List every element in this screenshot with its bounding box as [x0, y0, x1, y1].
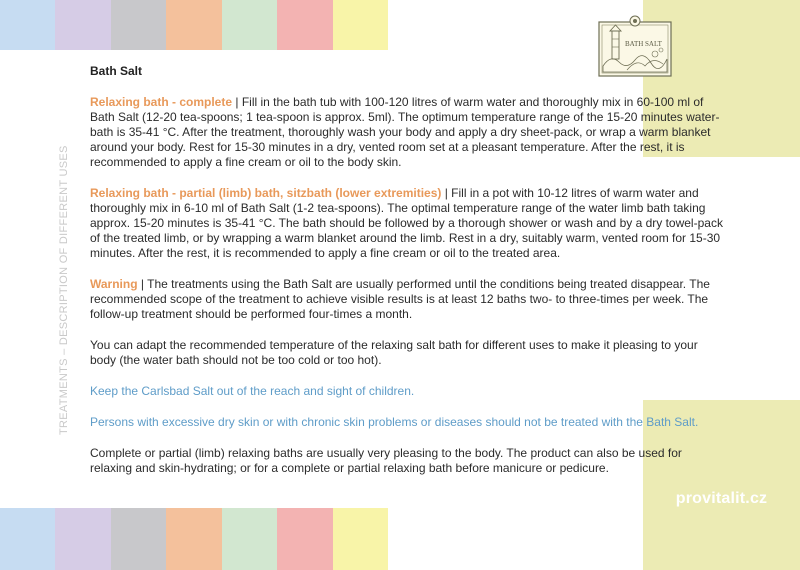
stripe-swatch — [333, 0, 388, 50]
closing-text: Complete or partial (limb) relaxing baths are usually very pleasing to the body. The product can also be used for relaxing and skin-hydrating; or for a complete or partial relaxing bath before manicure or pedicure. — [90, 446, 682, 475]
children-safety-note: Keep the Carlsbad Salt out of the reach and sight of children. — [90, 384, 415, 398]
section-text: | Fill in a pot with 10-12 litres of warm water and thoroughly mix in 6-10 ml of Bath Salt (1-2 tea-spoons). The optimal temperature range of the water limb bath taking approx. 15-20 minutes is 35-41 °C. The bath should be followed by a thorough shower or wash and by a dry towel-pack of the treated limb, or by wrapping a warm blanket around the limb. Rest in a dry, suitably warm, vented room for 15-30 minutes. After the rest, it is recommended to apply a fine cream or oil to the treated area. — [90, 186, 723, 260]
stripe-swatch — [55, 508, 110, 570]
stripe-swatch — [222, 0, 277, 50]
stripe-swatch — [0, 508, 55, 570]
color-stripe-top — [0, 0, 388, 50]
stripe-swatch — [277, 0, 332, 50]
stripe-swatch — [277, 508, 332, 570]
stripe-swatch — [55, 0, 110, 50]
skin-warning-note: Persons with excessive dry skin or with chronic skin problems or diseases should not be treated with the Bath Salt. — [90, 415, 699, 429]
stripe-swatch — [166, 0, 221, 50]
stripe-swatch — [111, 0, 166, 50]
svg-text:BATH SALT: BATH SALT — [625, 40, 662, 48]
section-partial-bath — [90, 186, 725, 261]
color-stripe-bottom — [0, 508, 388, 570]
side-section-label: TREATMENTS – DESCRIPTION OF DIFFERENT USES — [58, 145, 70, 435]
brand-url: provitalit.cz — [675, 490, 768, 507]
stripe-swatch — [166, 508, 221, 570]
section-complete-bath — [90, 95, 725, 170]
stripe-swatch — [0, 0, 55, 50]
page-title: Bath Salt — [90, 64, 143, 78]
section-warning — [90, 277, 725, 322]
section-heading: Relaxing bath - partial (limb) bath, sitzbath (lower extremities) — [90, 186, 442, 200]
section-text: | The treatments using the Bath Salt are usually performed until the conditions being treated disappear. The recommended scope of the treatment to achieve visible results is at least 12 baths two- to three-times per week. The follow-up treatment should be performed four-times a month. — [90, 277, 710, 321]
stripe-swatch — [222, 508, 277, 570]
section-heading: Relaxing bath - complete — [90, 95, 233, 109]
section-text: | Fill in the bath tub with 100-120 litres of warm water and thoroughly mix in 60-100 ml of Bath Salt (12-20 tea-spoons; 1 tea-spoon is approx. 5ml). The optimum temperature range of the 15-20 minutes water-bath is 35-41 °C. After the treatment, thoroughly wash your body and apply a dry sheet-pack, or wrap a warm blanket around your body. Rest for 15-30 minutes in a dry, vented room set at a pleasant temperature. After the rest, it is recommended to apply a fine cream or oil to the body skin. — [90, 95, 720, 169]
adapt-temperature-text: You can adapt the recommended temperature of the relaxing salt bath for different uses to make it pleasing to your body (the water bath should not be too cold or too hot). — [90, 338, 698, 367]
stripe-swatch — [333, 508, 388, 570]
stripe-swatch — [111, 508, 166, 570]
main-content — [90, 64, 725, 492]
section-heading: Warning — [90, 277, 138, 291]
